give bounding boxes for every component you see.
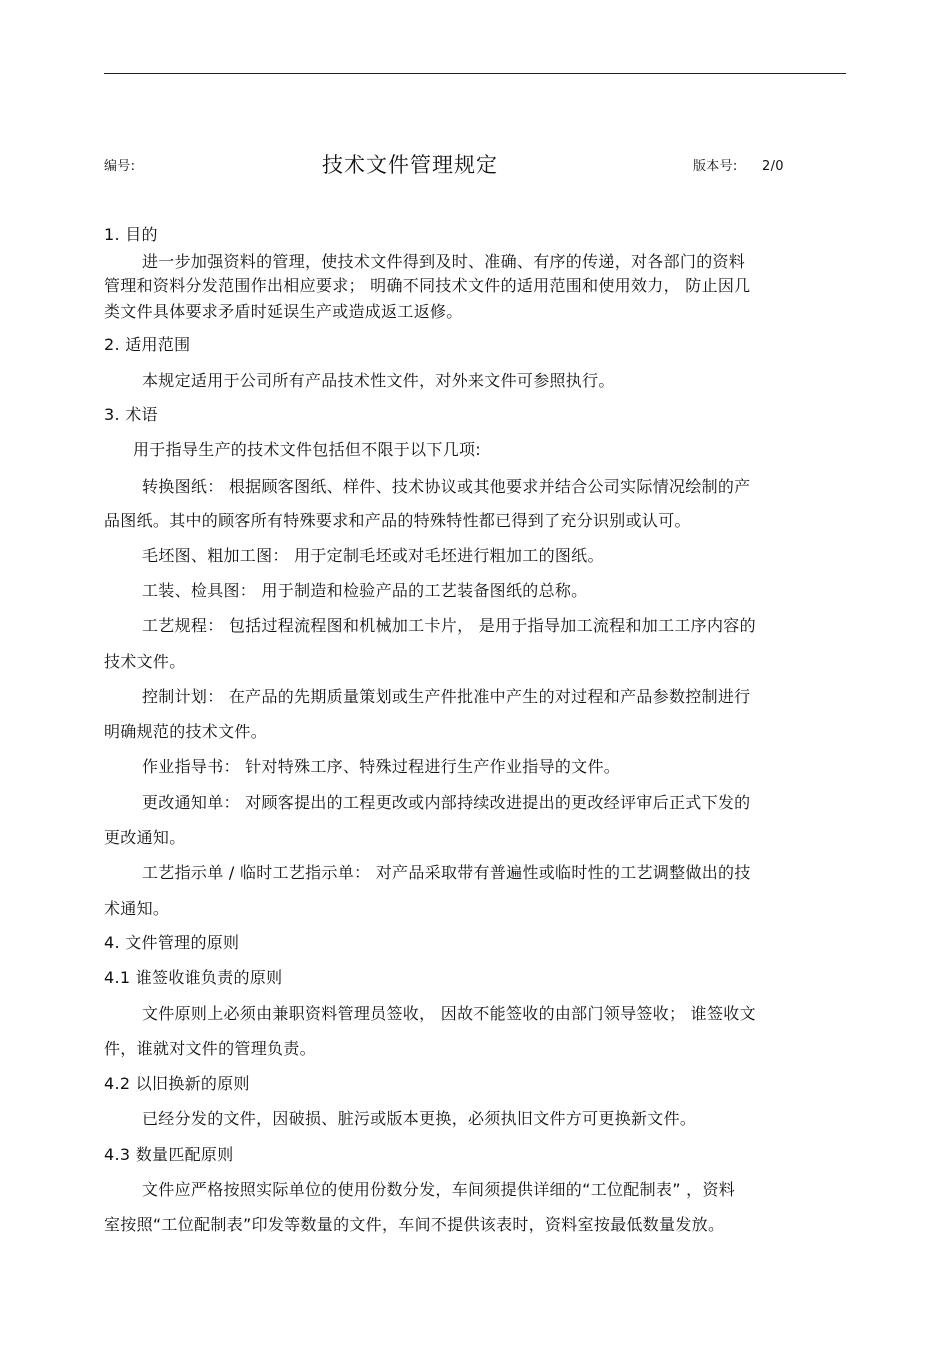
page-title: 技术文件管理规定: [322, 153, 498, 177]
section-heading: 4. 文件管理的原则: [104, 933, 240, 952]
body-line: 品图纸。其中的顾客所有特殊要求和产品的特殊特性都已得到了充分识别或认可。: [104, 511, 691, 530]
body-line: 控制计划： 在产品的先期质量策划或生产件批准中产生的对过程和产品参数控制进行: [142, 687, 751, 706]
body-line: 用于指导生产的技术文件包括但不限于以下几项:: [133, 440, 481, 459]
body-line: 作业指导书： 针对特殊工序、特殊过程进行生产作业指导的文件。: [142, 757, 621, 776]
body-line: 件，谁就对文件的管理负责。: [104, 1039, 316, 1058]
body-line: 毛坯图、粗加工图： 用于定制毛坯或对毛坯进行粗加工的图纸。: [142, 546, 604, 565]
body-line: 工装、检具图： 用于制造和检验产品的工艺装备图纸的总称。: [142, 581, 588, 600]
body-line: 明确规范的技术文件。: [104, 722, 268, 741]
section-heading: 2. 适用范围: [104, 335, 191, 354]
body-line: 工艺指示单 / 临时工艺指示单： 对产品采取带有普遍性或临时性的工艺调整做出的技: [142, 863, 751, 882]
body-line: 更改通知。: [104, 828, 186, 847]
subsection-heading: 4.3 数量匹配原则: [104, 1145, 234, 1164]
body-line: 技术文件。: [104, 652, 186, 671]
body-line: 文件应严格按照实际单位的使用份数分发，车间须提供详细的“工位配制表” ，资料: [142, 1180, 736, 1199]
section-heading: 1. 目的: [104, 225, 158, 244]
body-line: 工艺规程： 包括过程流程图和机械加工卡片， 是用于指导加工流程和加工工序内容的: [142, 616, 756, 635]
body-line: 已经分发的文件，因破损、脏污或版本更换，必须执旧文件方可更换新文件。: [142, 1109, 697, 1128]
body-line: 类文件具体要求矛盾时延误生产或造成返工返修。: [104, 302, 463, 321]
body-line: 术通知。: [104, 899, 170, 918]
version-value: 2/0: [762, 159, 784, 174]
body-line: 更改通知单： 对顾客提出的工程更改或内部持续改进提出的更改经评审后正式下发的: [142, 793, 751, 812]
subsection-heading: 4.2 以旧换新的原则: [104, 1074, 250, 1093]
body-line: 管理和资料分发范围作出相应要求； 明确不同技术文件的适用范围和使用效力， 防止因几: [104, 276, 751, 295]
body-line: 进一步加强资料的管理，使技术文件得到及时、准确、有序的传递，对各部门的资料: [142, 252, 746, 271]
doc-number-label: 编号:: [104, 159, 136, 174]
body-line: 室按照“工位配制表”印发等数量的文件，车间不提供该表时，资料室按最低数量发放。: [104, 1215, 725, 1234]
section-heading: 3. 术语: [104, 405, 158, 424]
body-line: 文件原则上必须由兼职资料管理员签收， 因故不能签收的由部门领导签收； 谁签收文: [142, 1004, 756, 1023]
header-rule: [104, 73, 846, 74]
subsection-heading: 4.1 谁签收谁负责的原则: [104, 968, 283, 987]
body-line: 转换图纸： 根据顾客图纸、样件、技术协议或其他要求并结合公司实际情况绘制的产: [142, 477, 751, 496]
body-line: 本规定适用于公司所有产品技术性文件，对外来文件可参照执行。: [142, 371, 615, 390]
version-label: 版本号:: [693, 159, 738, 174]
